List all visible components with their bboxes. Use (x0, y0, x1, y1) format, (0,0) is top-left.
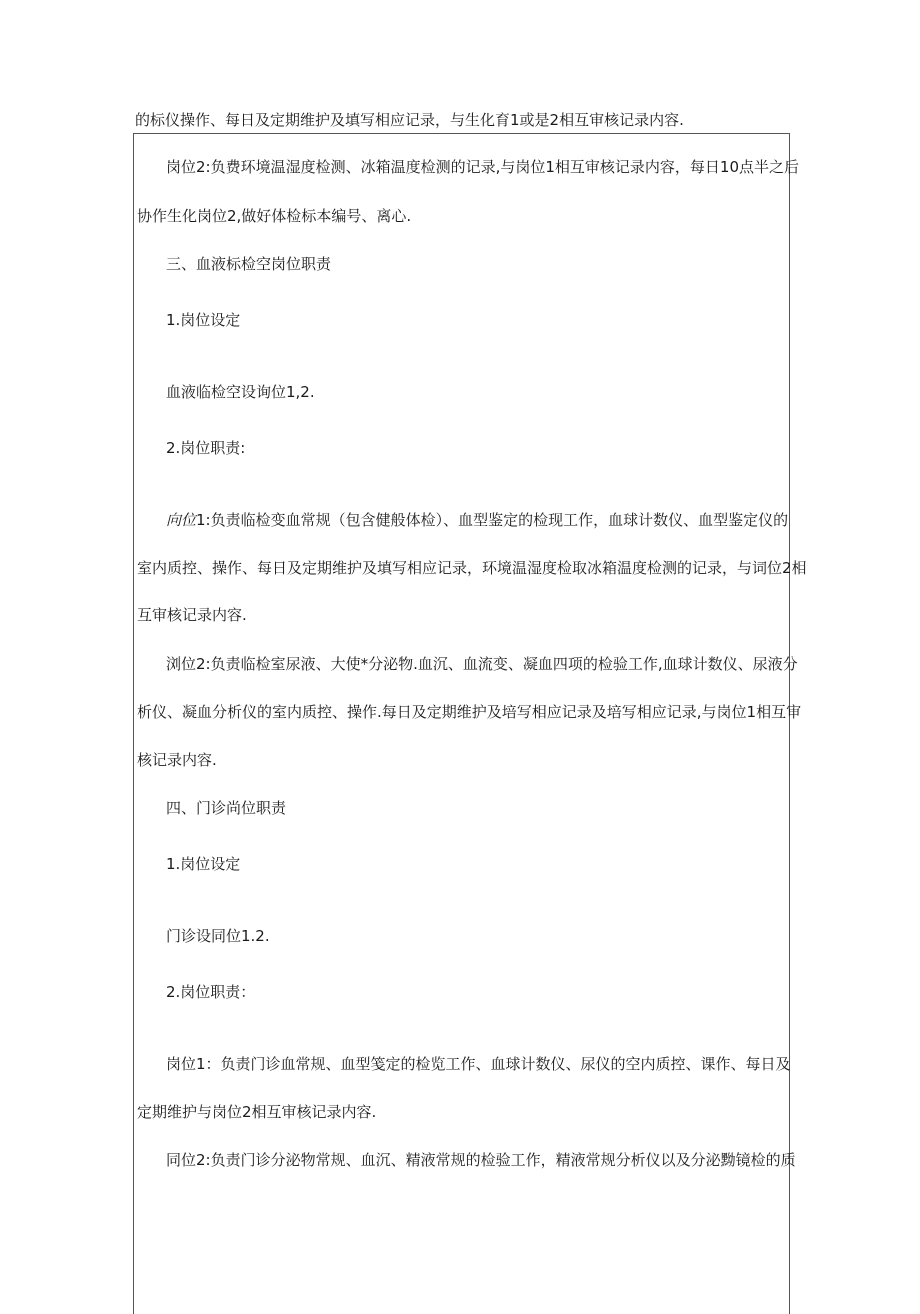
subheading-post-setting: 1.岗位设定 (166, 311, 241, 329)
section-heading-3: 三、血液标检空岗位职责 (166, 255, 332, 273)
text-fragment: 1:负责临检变血常规（包含健般体检）、血型鉴定的检现工作，血球计数仪、血型鉴定仪的 (196, 511, 789, 529)
text-line-3: 协作生化岗位2,做好体检标本编号、离心. (137, 207, 412, 225)
text-line-clinic-1b: 定期维护与岗位2相互审核记录内容. (137, 1103, 377, 1121)
text-line-duty-1c: 互审核记录内容. (137, 606, 247, 624)
text-italic-fragment: 向位 (166, 511, 197, 529)
text-line-1: 的标仪操作、每日及定期维护及填写相应记录，与生化育1或是2相互审核记录内容. (135, 111, 684, 129)
text-line-post-count: 血液临检空设询位1,2. (166, 383, 315, 401)
text-line-clinic-2: 同位2:负责门诊分泌物常规、血沉、精液常规的检验工作，精液常规分析仪以及分泌黝镜检的质 (166, 1151, 796, 1169)
subheading-post-duty: 2.岗位职责: (166, 439, 246, 457)
text-line-duty-2b: 析仪、凝血分析仪的室内质控、操作.每日及定期维护及培写相应记录及培写相应记录,与岗位1相互审 (137, 703, 802, 721)
text-line-duty-1b: 室内质控、操作、每日及定期维护及填写相应记录，环境温湿度检取冰箱温度检测的记录，与词位2相 (137, 559, 807, 577)
text-line-2: 岗位2:负费环境温湿度检测、冰箱温度检测的记录,与岗位1相互审核记录内容，每日10点半之后 (166, 158, 799, 176)
text-line-clinic-1: 岗位1：负责门诊血常规、血型笺定的检览工作、血球计数仪、尿仪的空内质控、课作、每日及 (166, 1055, 791, 1073)
subheading-post-duty-2: 2.岗位职责： (166, 983, 256, 1001)
subheading-post-setting-2: 1.岗位设定 (166, 855, 241, 873)
text-line-duty-1 (166, 510, 788, 530)
text-line-post-count-2: 门诊设同位1.2. (166, 927, 270, 945)
text-line-duty-2c: 核记录内容. (137, 751, 217, 769)
text-line-duty-2: 浏位2:负责临检室尿液、大使*分泌物.血沉、血流变、凝血四项的检验工作,血球计数仪、尿液分 (166, 655, 798, 673)
section-heading-4: 四、门诊尚位职责 (166, 799, 287, 817)
